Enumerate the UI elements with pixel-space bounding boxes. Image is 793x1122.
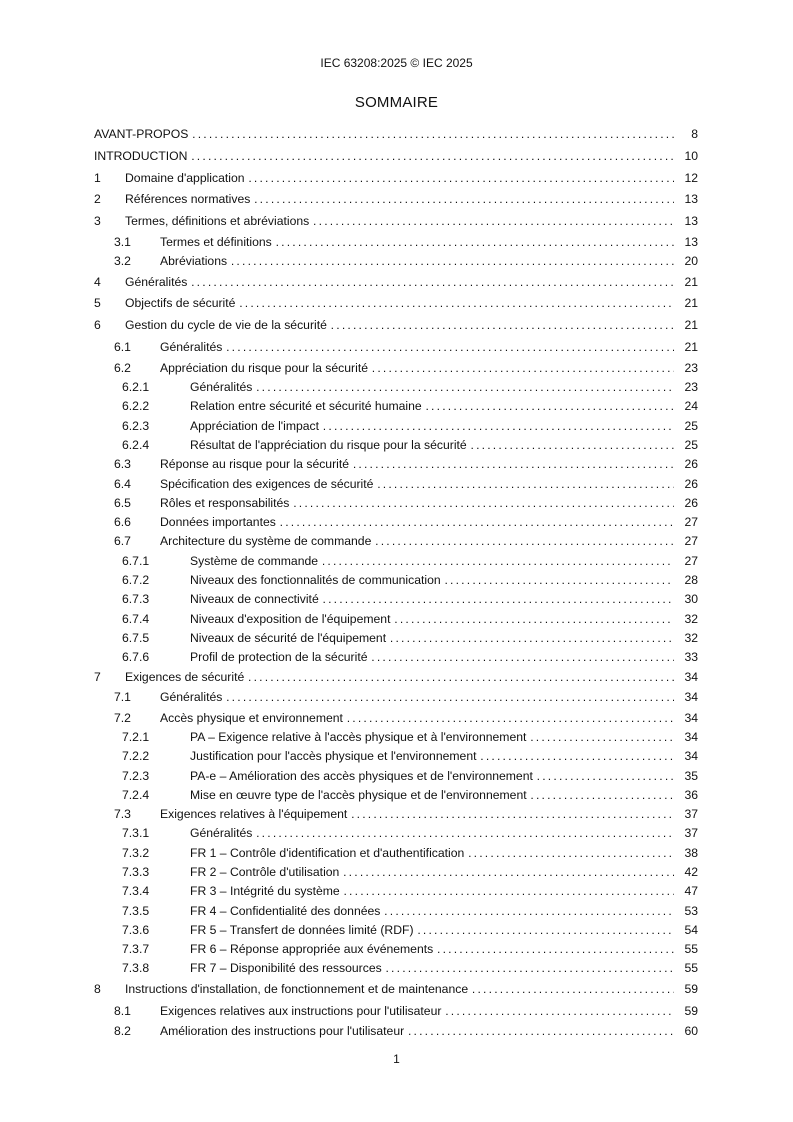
table-of-contents [94, 124, 698, 1042]
toc-entry-title: Généralités [190, 826, 253, 841]
toc-entry-page: 54 [684, 922, 698, 937]
toc-entry-title: FR 4 – Confidentialité des données [190, 903, 381, 918]
toc-entry-title: Résultat de l'appréciation du risque pour la sécurité [190, 437, 467, 452]
toc-entry[interactable] [94, 824, 698, 843]
toc-entry[interactable] [94, 648, 698, 667]
toc-entry[interactable] [94, 293, 698, 315]
toc-entry[interactable] [94, 902, 698, 921]
toc-entry-title: Instructions d'installation, de fonctionnement et de maintenance [125, 981, 469, 996]
toc-entry-page: 24 [684, 399, 698, 414]
toc-entry[interactable] [94, 552, 698, 571]
toc-entry-number: 7.3.1 [122, 826, 150, 841]
toc-entry-page: 59 [684, 981, 698, 996]
page-title: SOMMAIRE [354, 94, 439, 111]
toc-entry-number: 7 [94, 669, 101, 684]
toc-entry[interactable] [94, 315, 698, 337]
toc-entry-title: Architecture du système de commande [160, 534, 372, 549]
toc-entry-page: 12 [684, 170, 698, 185]
toc-entry[interactable] [94, 921, 698, 940]
toc-entry-title: FR 7 – Disponibilité des ressources [190, 961, 382, 976]
toc-entry-number: 6.7.1 [122, 553, 150, 568]
toc-entry-number: 5 [94, 296, 101, 311]
toc-entry[interactable] [94, 979, 698, 1001]
toc-entry-page: 35 [684, 768, 698, 783]
toc-entry-number: 7.3 [114, 807, 131, 822]
toc-entry-number: 6.2.2 [122, 399, 150, 414]
toc-entry[interactable] [94, 189, 698, 211]
toc-entry[interactable] [94, 590, 698, 609]
toc-entry-page: 36 [684, 787, 698, 802]
toc-entry-page: 21 [684, 318, 698, 333]
toc-entry-page: 53 [684, 903, 698, 918]
toc-entry-title: Appréciation de l'impact [190, 418, 320, 433]
toc-entry-page: 30 [684, 592, 698, 607]
page-number: 1 [393, 1052, 400, 1066]
toc-entry[interactable] [94, 767, 698, 786]
toc-entry-number: 4 [94, 274, 101, 289]
toc-entry-number: 6.7.5 [122, 630, 150, 645]
toc-entry-page: 55 [684, 942, 698, 957]
toc-entry[interactable] [94, 629, 698, 648]
document-header: IEC 63208:2025 © IEC 2025 [320, 56, 473, 70]
toc-entry-page: 47 [684, 884, 698, 899]
toc-entry-number: 8.1 [114, 1003, 131, 1018]
toc-entry[interactable] [94, 513, 698, 532]
toc-entry-title: Amélioration des instructions pour l'utilisateur [160, 1024, 405, 1039]
toc-entry[interactable] [94, 728, 698, 747]
toc-entry-title: INTRODUCTION [94, 148, 188, 163]
toc-entry[interactable] [94, 687, 698, 709]
toc-entry-number: 6.2.4 [122, 437, 150, 452]
toc-entry-page: 20 [684, 254, 698, 269]
toc-entry-page: 60 [684, 1024, 698, 1039]
toc-entry-title: Domaine d'application [125, 170, 245, 185]
toc-entry-title: AVANT-PROPOS [94, 127, 189, 141]
toc-entry-page: 26 [684, 495, 698, 510]
toc-entry[interactable] [94, 882, 698, 901]
toc-entry[interactable] [94, 455, 698, 474]
toc-entry-page: 26 [684, 457, 698, 472]
toc-entry-number: 7.3.3 [122, 864, 150, 879]
toc-entry-title: Termes, définitions et abréviations [125, 214, 310, 229]
toc-entry-number: 6.7.2 [122, 573, 150, 588]
toc-entry-number: 1 [94, 170, 101, 185]
toc-entry[interactable] [94, 211, 698, 233]
toc-entry[interactable] [94, 610, 698, 629]
toc-entry-number: 7.3.8 [122, 961, 150, 976]
toc-entry-title: Termes et définitions [160, 234, 272, 249]
toc-entry-number: 7.2.1 [122, 729, 150, 744]
toc-entry-number: 6.7 [114, 534, 131, 549]
toc-entry-title: Accès physique et environnement [160, 710, 343, 725]
toc-entry-number: 7.2 [114, 710, 131, 725]
toc-entry-page: 59 [684, 1003, 698, 1018]
toc-entry-title: Généralités [190, 380, 253, 395]
toc-entry-number: 7.2.4 [122, 787, 150, 802]
toc-entry[interactable] [94, 252, 698, 271]
toc-entry[interactable] [94, 940, 698, 959]
toc-entry-title: Niveaux de connectivité [190, 592, 319, 607]
toc-entry-page: 26 [684, 476, 698, 491]
toc-entry-number: 7.1 [114, 689, 131, 704]
toc-entry[interactable] [94, 844, 698, 863]
toc-entry-number: 3.1 [114, 234, 131, 249]
toc-entry-page: 28 [684, 573, 698, 588]
toc-entry-title: FR 2 – Contrôle d'utilisation [190, 864, 340, 879]
toc-entry-number: 6.4 [114, 476, 131, 491]
toc-entry-number: 6.3 [114, 457, 131, 472]
toc-entry-title: Réponse au risque pour la sécurité [160, 457, 350, 472]
toc-entry-number: 6.2.3 [122, 418, 150, 433]
toc-entry-page: 27 [684, 534, 698, 549]
toc-entry[interactable] [94, 959, 698, 978]
toc-entry-page: 34 [684, 710, 698, 725]
toc-entry[interactable] [94, 397, 698, 416]
toc-entry-number: 7.3.6 [122, 922, 150, 937]
toc-entry-page: 34 [684, 729, 698, 744]
toc-entry-page: 32 [684, 611, 698, 626]
toc-entry-number: 8.2 [114, 1024, 131, 1039]
toc-entry[interactable] [94, 436, 698, 455]
toc-entry-title: FR 5 – Transfert de données limité (RDF) [190, 922, 414, 937]
toc-entry-title: Système de commande [190, 553, 319, 568]
toc-entry-page: 32 [684, 630, 698, 645]
toc-entry[interactable] [94, 146, 698, 168]
toc-entry-page: 37 [684, 807, 698, 822]
toc-entry-number: 7.3.2 [122, 845, 150, 860]
toc-entry-title: FR 3 – Intégrité du système [190, 884, 340, 899]
toc-entry-title: Références normatives [125, 192, 251, 207]
toc-entry-title: Exigences relatives à l'équipement [160, 807, 348, 822]
toc-entry[interactable] [94, 747, 698, 766]
toc-entry-number: 8 [94, 981, 101, 996]
toc-entry-number: 7.3.7 [122, 942, 150, 957]
toc-entry-page: 34 [684, 689, 698, 704]
toc-entry-page: 23 [684, 380, 698, 395]
toc-entry-page: 21 [684, 339, 698, 354]
toc-entry[interactable] [94, 1022, 698, 1041]
toc-entry[interactable] [94, 378, 698, 397]
toc-entry-page: 8 [691, 127, 698, 141]
toc-entry-title: Mise en œuvre type de l'accès physique et de l'environnement [190, 787, 527, 802]
toc-entry[interactable] [94, 1001, 698, 1023]
toc-entry-number: 6.7.4 [122, 611, 150, 626]
toc-entry[interactable] [94, 124, 698, 146]
toc-entry-page: 23 [684, 360, 698, 375]
toc-entry-title: Niveaux de sécurité de l'équipement [190, 630, 387, 645]
toc-entry-title: Appréciation du risque pour la sécurité [160, 360, 368, 375]
toc-entry-number: 6.1 [114, 339, 131, 354]
toc-entry[interactable] [94, 786, 698, 805]
toc-entry[interactable] [94, 668, 698, 687]
toc-entry-number: 6.2.1 [122, 380, 150, 395]
toc-entry-title: Spécification des exigences de sécurité [160, 476, 374, 491]
toc-entry[interactable] [94, 475, 698, 494]
toc-entry-page: 37 [684, 826, 698, 841]
toc-entry[interactable] [94, 417, 698, 436]
toc-entry-number: 7.2.3 [122, 768, 150, 783]
toc-entry[interactable] [94, 709, 698, 728]
toc-entry-page: 27 [684, 515, 698, 530]
toc-entry-page: 10 [684, 148, 698, 163]
toc-entry-number: 7.3.5 [122, 903, 150, 918]
toc-entry-number: 6.2 [114, 360, 131, 375]
toc-entry-page: 13 [684, 214, 698, 229]
toc-entry-number: 6.7.3 [122, 592, 150, 607]
toc-entry-title: Exigences relatives aux instructions pour l'utilisateur [160, 1003, 442, 1018]
toc-entry-title: Niveaux d'exposition de l'équipement [190, 611, 391, 626]
toc-entry-title: FR 1 – Contrôle d'identification et d'authentification [190, 845, 465, 860]
toc-entry-page: 34 [684, 749, 698, 764]
toc-entry-title: Généralités [160, 339, 223, 354]
toc-entry-title: Données importantes [160, 515, 276, 530]
toc-entry-page: 38 [684, 845, 698, 860]
toc-entry-title: Rôles et responsabilités [160, 495, 290, 510]
toc-entry[interactable] [94, 272, 698, 294]
toc-entry-title: Généralités [125, 274, 188, 289]
toc-entry[interactable] [94, 233, 698, 252]
toc-entry[interactable] [94, 168, 698, 190]
toc-entry-page: 27 [684, 553, 698, 568]
toc-entry[interactable] [94, 571, 698, 590]
toc-entry[interactable] [94, 532, 698, 551]
toc-entry-number: 6.6 [114, 515, 131, 530]
toc-entry-page: 13 [684, 192, 698, 207]
toc-entry-page: 13 [684, 234, 698, 249]
toc-entry-title: Niveaux des fonctionnalités de communication [190, 573, 441, 588]
toc-entry-page: 25 [684, 418, 698, 433]
toc-entry[interactable] [94, 805, 698, 824]
toc-entry-title: Exigences de sécurité [125, 669, 245, 684]
toc-entry[interactable] [94, 863, 698, 882]
toc-entry-page: 21 [684, 296, 698, 311]
toc-entry-number: 6 [94, 318, 101, 333]
toc-entry-title: Profil de protection de la sécurité [190, 650, 368, 665]
toc-entry-title: Généralités [160, 689, 223, 704]
toc-entry-title: Objectifs de sécurité [125, 296, 236, 311]
toc-entry[interactable] [94, 359, 698, 378]
toc-entry-page: 55 [684, 961, 698, 976]
toc-entry-title: Abréviations [160, 254, 228, 269]
toc-entry-title: Gestion du cycle de vie de la sécurité [125, 318, 327, 333]
toc-entry-title: Relation entre sécurité et sécurité humaine [190, 399, 422, 414]
toc-entry-number: 3 [94, 214, 101, 229]
toc-entry-page: 21 [684, 274, 698, 289]
toc-entry-number: 3.2 [114, 254, 131, 269]
toc-entry-number: 2 [94, 192, 101, 207]
toc-entry-title: PA-e – Amélioration des accès physiques et de l'environnement [190, 768, 533, 783]
toc-entry-page: 34 [684, 669, 698, 684]
toc-entry-page: 25 [684, 437, 698, 452]
toc-entry-title: FR 6 – Réponse appropriée aux événements [190, 942, 434, 957]
toc-entry-title: PA – Exigence relative à l'accès physique et à l'environnement [190, 729, 527, 744]
toc-entry-page: 42 [684, 864, 698, 879]
toc-entry[interactable] [94, 337, 698, 359]
toc-entry-title: Justification pour l'accès physique et l'environnement [190, 749, 477, 764]
toc-entry-number: 6.7.6 [122, 650, 150, 665]
toc-entry-page: 33 [684, 650, 698, 665]
toc-entry[interactable] [94, 494, 698, 513]
toc-entry-number: 6.5 [114, 495, 131, 510]
toc-entry-number: 7.2.2 [122, 749, 150, 764]
toc-entry-number: 7.3.4 [122, 884, 150, 899]
